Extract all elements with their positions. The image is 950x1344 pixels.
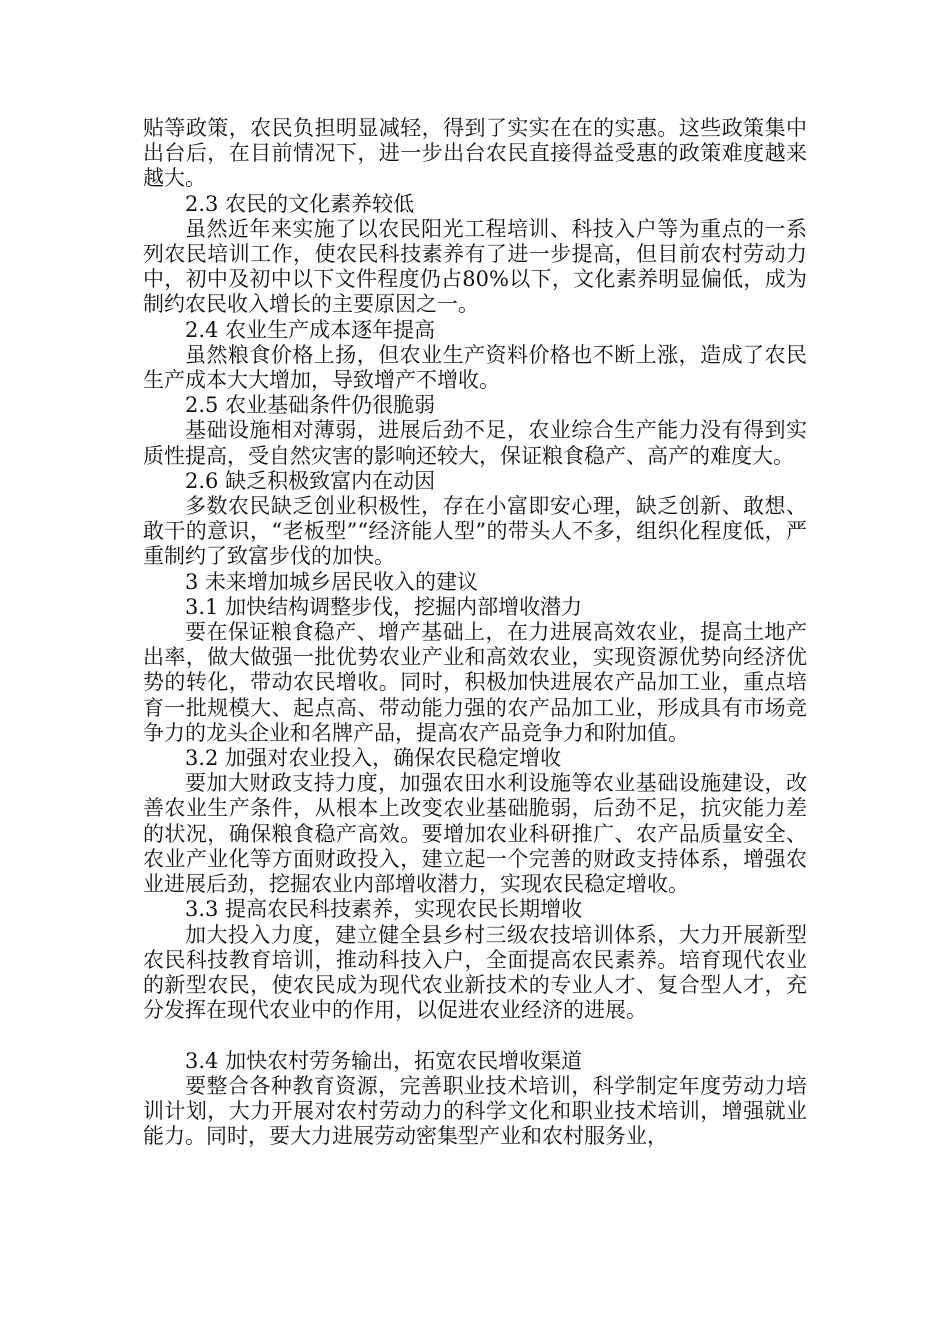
document-body — [143, 116, 807, 1149]
section-heading-3-4: 3.4 加快农村劳务输出，拓宽农民增收渠道 — [185, 1048, 583, 1073]
paragraph: 要在保证粮食稳产、增产基础上，在力进展高效农业，提高土地产出率，做大做强一批优势农业产业和高效农业，实现资源优势向经济优势的转化，带动农民增收。同时，积极加快进展农产品加工业，重点培育一批规模大、起点高、带动能力强的农产品加工业，形成具有市场竞争力的龙头企业和名牌产品，提高农产品竞争力和附加值。 — [143, 620, 807, 745]
section-heading-3: 3 未来增加城乡居民收入的建议 — [185, 569, 479, 594]
paragraph: 虽然粮食价格上扬，但农业生产资料价格也不断上涨，造成了农民生产成本大大增加，导致增产不增收。 — [143, 342, 807, 393]
section-heading-2-3: 2.3 农民的文化素养较低 — [185, 191, 415, 216]
section-heading-2-6: 2.6 缺乏积极致富内在动因 — [185, 468, 436, 493]
section-heading-3-1: 3.1 加快结构调整步伐，挖掘内部增收潜力 — [185, 594, 583, 619]
paragraph: 虽然近年来实施了以农民阳光工程培训、科技入户等为重点的一系列农民培训工作，使农民科技素养有了进一步提高，但目前农村劳动力中，初中及初中以下文件程度仍占80%以下，文化素养明显偏低，成为制约农民收入增长的主要原因之一。 — [143, 216, 807, 317]
blank-line — [143, 1023, 807, 1048]
paragraph: 要加大财政支持力度，加强农田水利设施等农业基础设施建设，改善农业生产条件，从根本上改变农业基础脆弱，后劲不足，抗灾能力差的状况，确保粮食稳产高效。要增加农业科研推广、农产品质量安全、农业产业化等方面财政投入，建立起一个完善的财政支持体系，增强农业进展后劲，挖掘农业内部增收潜力，实现农民稳定增收。 — [143, 771, 807, 897]
paragraph-continuation: 贴等政策，农民负担明显减轻，得到了实实在在的实惠。这些政策集中出台后，在目前情况下，进一步出台农民直接得益受惠的政策难度越来越大。 — [143, 116, 807, 191]
paragraph: 多数农民缺乏创业积极性，存在小富即安心理，缺乏创新、敢想、敢干的意识，“老板型”“经济能人型”的带头人不多，组织化程度低，严重制约了致富步伐的加快。 — [143, 494, 807, 569]
section-heading-2-4: 2.4 农业生产成本逐年提高 — [185, 317, 436, 342]
paragraph: 加大投入力度，建立健全县乡村三级农技培训体系，大力开展新型农民科技教育培训，推动科技入户，全面提高农民素养。培育现代农业的新型农民，使农民成为现代农业新技术的专业人才、复合型人才，充分发挥在现代农业中的作用，以促进农业经济的进展。 — [143, 922, 807, 1023]
section-heading-3-3: 3.3 提高农民科技素养，实现农民长期增收 — [185, 897, 583, 922]
section-heading-3-2: 3.2 加强对农业投入，确保农民稳定增收 — [185, 746, 562, 771]
paragraph: 基础设施相对薄弱，进展后劲不足，农业综合生产能力没有得到实质性提高，受自然灾害的影响还较大，保证粮食稳产、高产的难度大。 — [143, 418, 807, 468]
section-heading-2-5: 2.5 农业基础条件仍很脆弱 — [185, 393, 436, 418]
paragraph: 要整合各种教育资源，完善职业技术培训，科学制定年度劳动力培训计划，大力开展对农村劳动力的科学文化和职业技术培训，增强就业能力。同时，要大力进展劳动密集型产业和农村服务业， — [143, 1073, 807, 1149]
